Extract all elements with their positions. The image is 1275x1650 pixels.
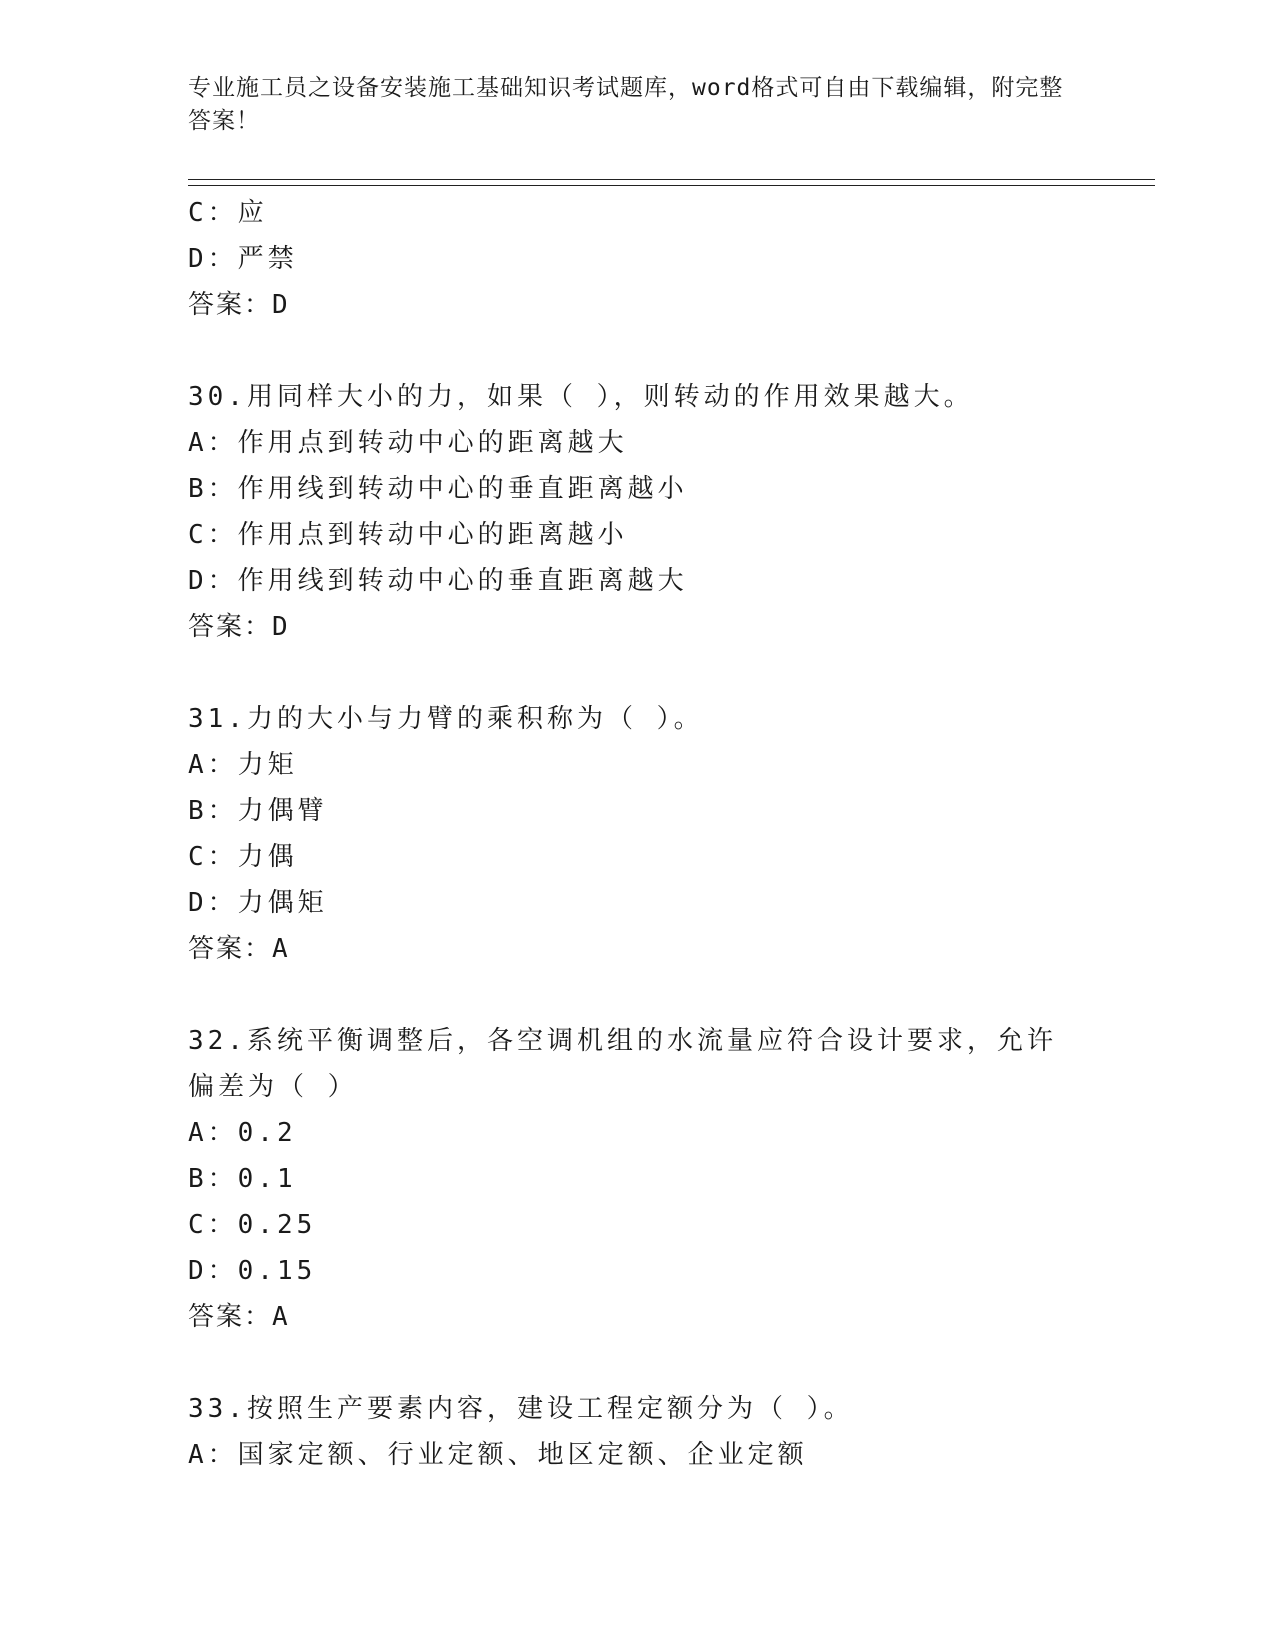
option-d: D：0.15 <box>188 1256 317 1286</box>
header-divider <box>188 179 1155 186</box>
question-text: 30.用同样大小的力，如果（ ），则转动的作用效果越大。 <box>188 382 974 412</box>
document-header: 专业施工员之设备安装施工基础知识考试题库，word格式可自由下载编辑，附完整答案！ <box>188 75 1064 134</box>
question-fragment <box>188 190 1088 328</box>
option-c: C：力偶 <box>188 842 298 872</box>
option-c: C：作用点到转动中心的距离越小 <box>188 520 628 550</box>
question-list <box>188 190 1088 1478</box>
option-b: B：0.1 <box>188 1164 297 1194</box>
option-c: C：0.25 <box>188 1210 317 1240</box>
option-c: C：应 <box>188 198 268 228</box>
option-a: A：作用点到转动中心的距离越大 <box>188 428 628 458</box>
option-b: B：力偶臂 <box>188 796 328 826</box>
question-31 <box>188 696 1088 972</box>
spacer <box>188 1340 1088 1386</box>
question-text: 33.按照生产要素内容，建设工程定额分为（ ）。 <box>188 1394 854 1424</box>
spacer <box>188 328 1088 374</box>
answer: 答案：D <box>188 612 290 642</box>
question-text: 31.力的大小与力臂的乘积称为（ ）。 <box>188 704 704 734</box>
question-text: 32.系统平衡调整后，各空调机组的水流量应符合设计要求，允许偏差为（ ） <box>188 1026 1057 1102</box>
option-b: B：作用线到转动中心的垂直距离越小 <box>188 474 688 504</box>
spacer <box>188 972 1088 1018</box>
question-33 <box>188 1386 1088 1478</box>
option-d: D：作用线到转动中心的垂直距离越大 <box>188 566 688 596</box>
option-a: A：力矩 <box>188 750 298 780</box>
answer: 答案：A <box>188 934 290 964</box>
option-a: A：0.2 <box>188 1118 297 1148</box>
option-d: D：严禁 <box>188 244 298 274</box>
answer: 答案：A <box>188 1302 290 1332</box>
spacer <box>188 650 1088 696</box>
option-d: D：力偶矩 <box>188 888 328 918</box>
question-32 <box>188 1018 1088 1340</box>
option-a: A：国家定额、行业定额、地区定额、企业定额 <box>188 1440 808 1470</box>
question-30 <box>188 374 1088 650</box>
answer: 答案：D <box>188 290 290 320</box>
